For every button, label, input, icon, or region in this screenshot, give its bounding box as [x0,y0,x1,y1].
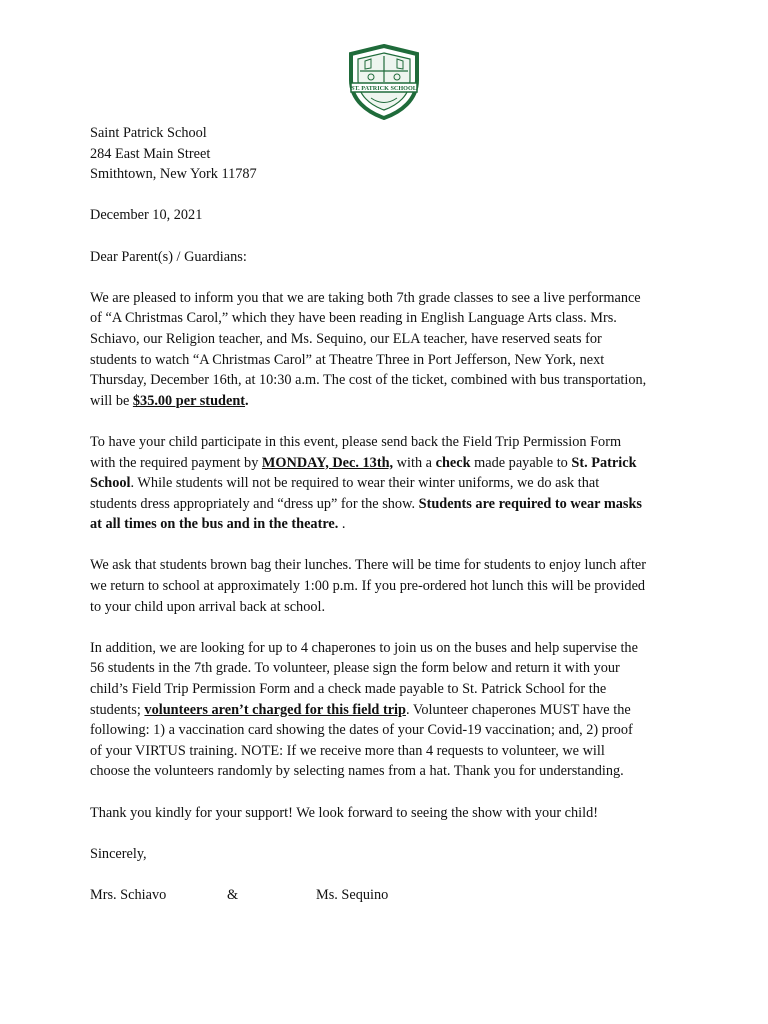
text-line: with the required payment by MONDAY, Dec. 13th, with a check made payable to St. Patrick [90,454,637,471]
school-crest-logo [347,44,421,120]
paragraph-lunch [90,555,690,617]
paragraph-chaperones [90,638,690,782]
closing: Sincerely, [90,845,147,862]
text-line: In addition, we are looking for up to 4 chaperones to join us on the buses and help supervise the [90,639,638,656]
text-line: students to watch “A Christmas Carol” at Theatre Three in Port Jefferson, New York, next [90,351,605,368]
text-line: at all times on the bus and in the theatre. . [90,516,346,533]
signature-line [90,885,690,906]
crest-banner-text: ST. PATRICK SCHOOL [351,85,417,92]
payee: St. Patrick [571,454,637,471]
text-line: School. While students will not be required to wear their winter uniforms, we do ask that [90,475,600,492]
text-line: following: 1) a vaccination card showing the dates of your Covid-19 vaccination; and, 2) proof [90,722,633,739]
school-city: Smithtown, New York 11787 [90,166,257,183]
text-line: will be $35.00 per student. [90,392,249,409]
text-line: of “A Christmas Carol,” which they have been reading in English Language Arts class. Mrs. [90,310,617,327]
text-line: choose the volunteers randomly by selecting names from a hat. Thank you for understanding. [90,763,624,780]
text-line: of your VIRTUS training. NOTE: If we receive more than 4 requests to volunteer, we will [90,742,605,759]
paragraph-performance [90,288,690,412]
text-line: We are pleased to inform you that we are taking both 7th grade classes to see a live performance [90,289,641,306]
ticket-cost: $35.00 per student [132,392,246,409]
school-street: 284 East Main Street [90,145,211,162]
text-line: To have your child participate in this event, please send back the Field Trip Permission Form [90,433,622,450]
paragraph-permission [90,432,690,535]
letter-date: December 10, 2021 [90,207,203,224]
signature-right: Ms. Sequino [316,886,389,903]
text-line: students dress appropriately and “dress up” for the show. Students are required to wear masks [90,495,642,512]
text-line: we return to school at approximately 1:00 p.m. If you pre-ordered hot lunch this will be provided [90,578,646,595]
text-line: Schiavo, our Religion teacher, and Ms. Sequino, our ELA teacher, have reserved seats for [90,330,602,347]
text-line: We ask that students brown bag their lunches. There will be time for students to enjoy lunch after [90,557,647,574]
text-line: Thursday, December 16th, at 10:30 a.m. The cost of the ticket, combined with bus transportation, [90,372,647,389]
school-name: Saint Patrick School [90,125,207,141]
volunteers-not-charged: volunteers aren’t charged for this field trip [144,701,406,718]
thank-you-line: Thank you kindly for your support! We look forward to seeing the show with your child! [90,804,599,821]
text-line: child’s Field Trip Permission Form and a check made payable to St. Patrick School for the [90,681,607,698]
text-line: 56 students in the 7th grade. To volunteer, please sign the form below and return it with your [90,660,620,677]
signature-ampersand: & [227,886,239,903]
salutation: Dear Parent(s) / Guardians: [90,248,247,265]
deadline: MONDAY, Dec. 13th, [261,454,394,471]
mask-requirement: Students are required to wear masks [418,495,642,512]
text-line: students; volunteers aren’t charged for this field trip. Volunteer chaperones MUST have the [90,701,631,718]
text-line: to your child upon arrival back at school. [90,598,326,615]
letter-body [90,123,690,906]
signature-left: Mrs. Schiavo [90,886,167,903]
